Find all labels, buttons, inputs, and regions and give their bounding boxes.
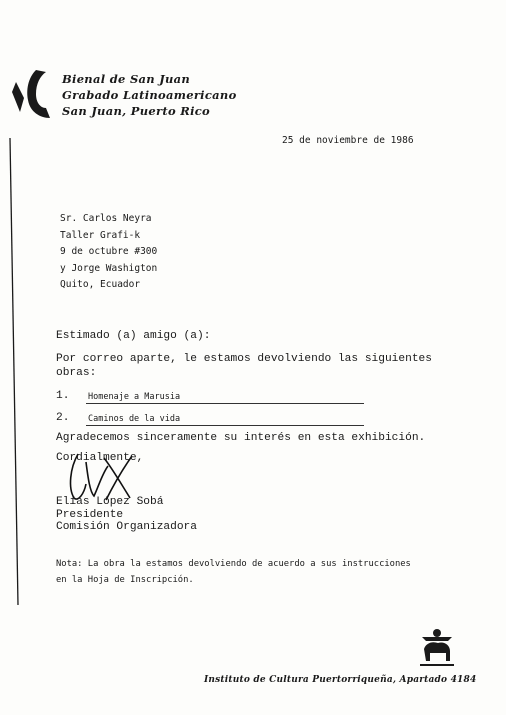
note [56,556,411,588]
thanks-line: Agradecemos sinceramente su interés en esta exhibición. [56,432,426,444]
recipient-line: Sr. Carlos Neyra [60,213,152,224]
intro-line: Por correo aparte, le estamos devolviendo las siguientes [56,353,432,365]
note-line: en la Hoja de Inscripción. [56,575,194,585]
institute-seal-icon [418,627,456,669]
signer-title: Presidente [56,508,124,521]
intro-paragraph [56,353,432,380]
recipient-line: 9 de octubre #300 [60,246,158,257]
letterhead-line-1: Bienal de San Juan [62,72,191,86]
signer-block [56,496,197,534]
work-item [56,390,181,402]
note-line: Nota: La obra la estamos devolviendo de acuerdo a sus instrucciones [56,559,411,569]
recipient-line: Quito, Ecuador [60,279,141,290]
signer-committee: Comisión Organizadora [56,521,197,533]
work-title: Caminos de la vida [88,414,181,424]
intro-line: obras: [56,366,97,379]
letter-date: 25 de noviembre de 1986 [282,135,414,146]
work-number: 1. [56,390,70,402]
work-item [56,412,181,424]
recipient-line: y Jorge Washigton [60,262,158,274]
work-number: 2. [56,412,70,424]
recipient-line: Taller Grafi-k [60,229,141,241]
letterhead [62,71,237,119]
recipient-address [60,211,157,294]
signer-name: Elías López Sobá [56,496,164,508]
salutation: Estimado (a) amigo (a): [56,330,211,342]
closing: Cordialmente, [56,452,144,464]
letterhead-line-3: San Juan, Puerto Rico [62,104,211,118]
footer-address: Instituto de Cultura Puertorriqueña, Apartado 4184 [204,675,477,685]
work-title: Homenaje a Marusia [88,392,181,402]
bienal-logo-icon [6,68,56,608]
letterhead-line-2: Grabado Latinoamericano [62,88,237,102]
